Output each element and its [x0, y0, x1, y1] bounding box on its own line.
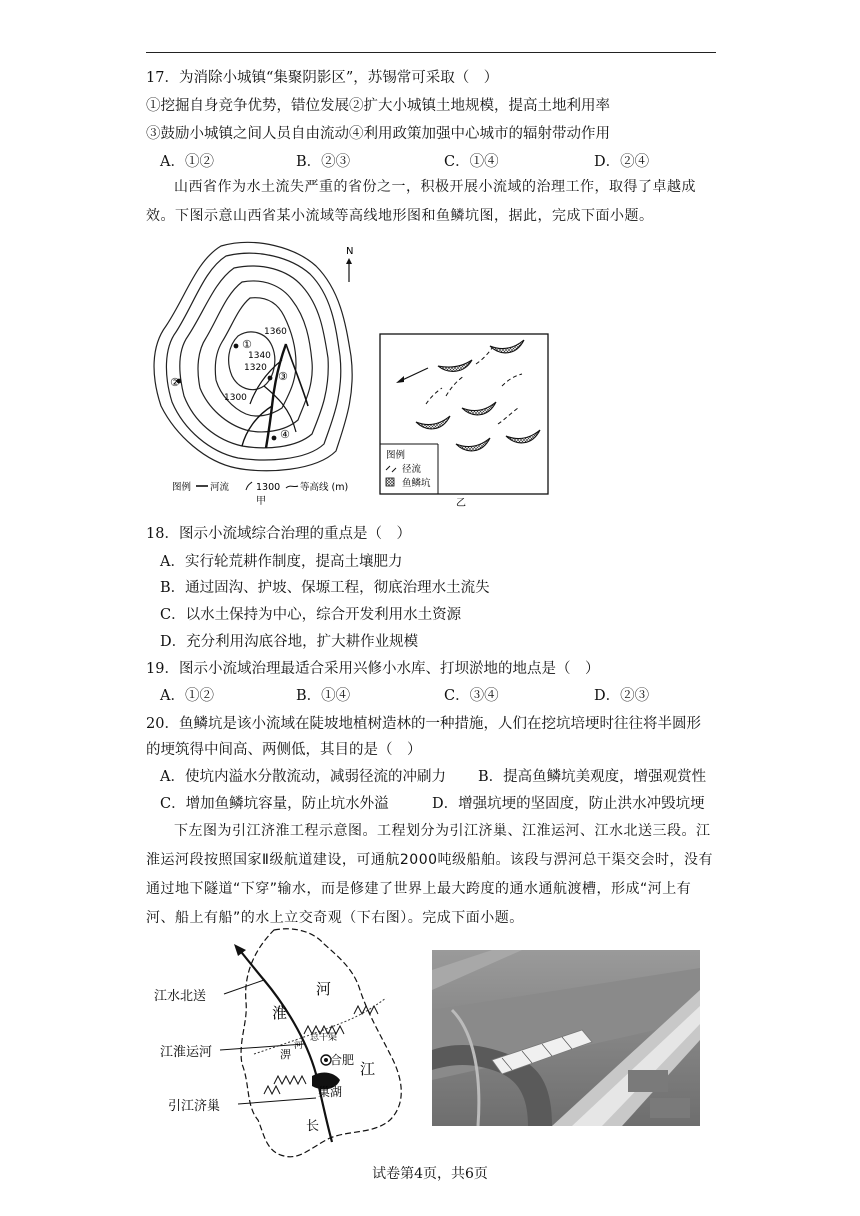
- q20-stem-2: 的埂筑得中间高、两侧低，其目的是（ ）: [146, 742, 422, 758]
- figure-2-map: [154, 924, 416, 1162]
- q17-line2: ③鼓励小城镇之间人员自由流动④利用政策加强中心城市的辐射带动作用: [146, 126, 610, 142]
- point-2: ②: [170, 376, 180, 389]
- q20-option-a[interactable]: A．使坑内溢水分散流动，减弱径流的冲刷力: [160, 769, 446, 785]
- passage-2: 下左图为引江济淮工程示意图。工程划分为引江济巢、江淮运河、江水北送三段。江淮运河段按照国家Ⅱ级航道建设，可通航2000吨级船舶。该段与淠河总干渠交会时，没有通过地下隧道“下穿”输水，而是修建了世界上最大跨度的通水通航渡槽，形成“河上有河、船上有船”的水上立交奇观（下右图）。完成下面小题。: [146, 823, 714, 926]
- legend-pit: 鱼鳞坑: [402, 478, 431, 489]
- point-4: ④: [280, 428, 290, 441]
- legend-contour: 等高线 (m): [300, 482, 349, 493]
- label-jiang: 江: [360, 1060, 376, 1078]
- page-footer: 试卷第4页，共6页: [372, 1166, 488, 1182]
- label-yinjiang-jichao: 引江济巢: [168, 1099, 221, 1114]
- fish-scale-pits: [416, 340, 540, 451]
- q19-option-a[interactable]: A．①②: [160, 688, 214, 704]
- q18-stem: 18．图示小流域综合治理的重点是（ ）: [146, 526, 411, 542]
- caption-a: 甲: [256, 496, 266, 507]
- q18-option-d[interactable]: D．充分利用沟底谷地，扩大耕作业规模: [160, 634, 419, 650]
- q20-option-c[interactable]: C．增加鱼鳞坑容量，防止坑水外溢: [160, 796, 389, 812]
- caption-b: 乙: [456, 498, 466, 509]
- aqueduct-photo: [432, 950, 700, 1126]
- legend-b-title: 图例: [386, 450, 406, 461]
- contour-label-1360: 1360: [264, 327, 287, 337]
- q19-option-c[interactable]: C．③④: [444, 688, 499, 704]
- q19-stem: 19．图示小流域治理最适合采用兴修小水库、打坝淤地的地点是（ ）: [146, 661, 600, 677]
- label-he-2: 河: [294, 1041, 304, 1051]
- top-rule: [146, 52, 716, 53]
- q17-line1: ①挖掘自身竞争优势，错位发展②扩大小城镇土地规模，提高土地利用率: [146, 98, 610, 114]
- q19-option-b[interactable]: B．①④: [296, 688, 351, 704]
- label-chaohu: 巢湖: [318, 1085, 343, 1099]
- q18-option-c[interactable]: C．以水土保持为中心，综合开发利用水土资源: [160, 607, 462, 623]
- q17-option-a[interactable]: A．①②: [160, 154, 214, 170]
- legend-river: 河流: [210, 482, 230, 493]
- q18-option-b[interactable]: B．通过固沟、护坡、保塬工程，彻底治理水土流失: [160, 580, 490, 596]
- q17-option-c[interactable]: C．①④: [444, 154, 499, 170]
- point-3: ③: [278, 370, 288, 383]
- label-hefei: 合肥: [330, 1053, 355, 1067]
- label-huai: 淮: [272, 1004, 288, 1022]
- label-chang: 长: [306, 1119, 320, 1134]
- contour-label-1300: 1300: [224, 393, 247, 403]
- north-label: N: [346, 246, 354, 257]
- label-pi: 淠: [280, 1048, 291, 1061]
- contour-label-1340: 1340: [248, 351, 271, 361]
- q17-stem: 17．为消除小城镇“集聚阴影区”，苏锡常可采取（ ）: [146, 70, 499, 86]
- label-he: 河: [316, 980, 332, 998]
- q17-option-b[interactable]: B．②③: [296, 154, 351, 170]
- figure-1: [146, 236, 556, 510]
- q18-option-a[interactable]: A．实行轮荒耕作制度，提高土壤肥力: [160, 554, 403, 570]
- point-1: ①: [242, 338, 252, 351]
- label-jianghuai-canal: 江淮运河: [160, 1045, 213, 1060]
- legend-a-title: 图例: [172, 482, 192, 493]
- label-jiangshui-beisong: 江水北送: [154, 989, 207, 1004]
- q20-option-d[interactable]: D．增强坑埂的坚固度，防止洪水冲毁坑埂: [432, 796, 705, 812]
- q19-option-d[interactable]: D．②③: [594, 688, 650, 704]
- legend-runoff: 径流: [402, 464, 422, 475]
- q20-option-b[interactable]: B．提高鱼鳞坑美观度，增强观赏性: [478, 769, 707, 785]
- contour-label-1320: 1320: [244, 363, 267, 373]
- q17-option-d[interactable]: D．②④: [594, 154, 650, 170]
- passage-1: 山西省作为水土流失严重的省份之一，积极开展小流域的治理工作，取得了卓越成效。下图示意山西省某小流域等高线地形图和鱼鳞坑图，据此，完成下面小题。: [146, 179, 696, 224]
- q20-stem-1: 20．鱼鳞坑是该小流域在陡坡地植树造林的一种措施，人们在挖坑培埂时往往将半圆形: [146, 716, 701, 732]
- legend-contour-value: 1300: [256, 482, 281, 493]
- label-zongganqu: 总干渠: [310, 1033, 338, 1043]
